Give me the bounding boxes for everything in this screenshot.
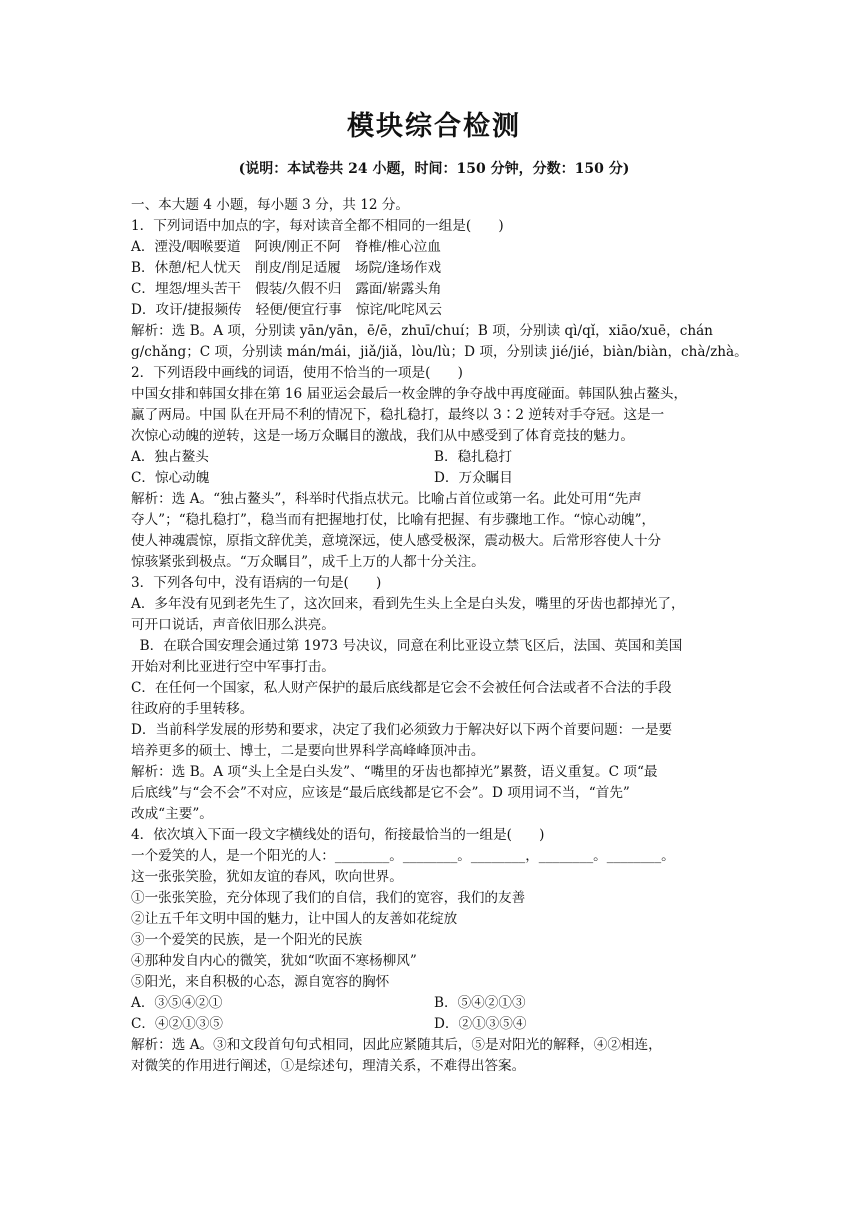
question-1-analysis: 解析：选 B。A 项，分别读 yān/yān，ē/ē，zhuī/chuí；B 项，分别读 qì/qǐ，xiāo/xuē，chán (131, 323, 713, 339)
option-d: D．万众瞩目 (434, 470, 513, 486)
exam-note: (说明：本试卷共 24 小题，时间：150 分钟，分数：150 分) (238, 161, 630, 177)
question-1-option-d: D． 攻讦/捷报频传 轻便/便宜行事 惊诧/叱咤风云 (131, 302, 442, 318)
question-1-option-a: A． 湮没/咽喉要道 阿谀/刚正不阿 脊椎/椎心泣血 (131, 239, 441, 255)
question-3-option-a: A．多年没有见到老先生了，这次回来，看到先生头上全是白头发，嘴里的牙齿也都掉光了， (131, 596, 685, 612)
question-1-stem: 1．下列词语中加点的字，每对读音全都不相同的一组是( ) (131, 218, 504, 234)
question-2-analysis: 解析：选 A。“独占鳌头”，科举时代指点状元。比喻占首位或第一名。此处可用“先声 (131, 491, 642, 507)
option-c: C．惊心动魄 (131, 470, 210, 486)
question-3-option-c: C．在任何一个国家，私人财产保护的最后底线都是它会不会被任何合法或者不合法的手段 (131, 680, 672, 696)
question-3-option-a: 可开口说话，声音依旧那么洪亮。 (131, 617, 335, 633)
question-4-item: ②让五千年文明中国的魅力，让中国人的友善如花绽放 (131, 911, 458, 927)
question-4-item: ③一个爱笑的民族，是一个阳光的民族 (131, 932, 363, 948)
question-2-passage: 中国女排和韩国女排在第 16 届亚运会最后一枚金牌的争夺战中再度碰面。韩国队独占鳌头， (131, 386, 688, 402)
question-2-analysis: 使人神魂震惊，原指文辞优美，意境深远，使人感受极深，震动极大。后常形容使人十分 (131, 533, 662, 549)
option-c: C．④②①③⑤ (131, 1016, 223, 1032)
question-4-options-row (131, 993, 737, 1014)
question-2-analysis: 惊骇紧张到极点。“万众瞩目”，成千上万的人都十分关注。 (131, 554, 485, 570)
question-1-analysis: g/chǎng；C 项，分别读 mán/mái，jiǎ/jiǎ，lòu/lù；D 项，分别读 jié/jié，biàn/biàn，chà/zhà。 (131, 344, 748, 360)
question-2-analysis: 夺人”；“稳扎稳打”，稳当而有把握地打仗，比喻有把握、有步骤地工作。“惊心动魄”， (131, 512, 656, 528)
question-4-analysis: 解析：选 A。③和文段首句句式相同，因此应紧随其后，⑤是对阳光的解释，④②相连， (131, 1037, 662, 1053)
question-4-item: ⑤阳光，来自积极的心态，源自宽容的胸怀 (131, 974, 390, 990)
question-3-stem: 3．下列各句中，没有语病的一句是( ) (131, 575, 382, 591)
option-b: B．稳扎稳打 (434, 449, 512, 465)
question-3-analysis: 后底线”与“会不会”不对应，应该是“最后底线都是它不会”。D 项用词不当，“首先” (131, 785, 630, 801)
question-1-option-b: B． 休憩/杞人忧天 削皮/削足适履 场院/逢场作戏 (131, 260, 442, 276)
option-d: D．②①③⑤④ (434, 1016, 527, 1032)
option-a: A．③⑤④②① (131, 995, 223, 1011)
section-heading: 一、本大题 4 小题，每小题 3 分，共 12 分。 (131, 197, 410, 213)
question-4-analysis: 对微笑的作用进行阐述，①是综述句，理清关系，不难得出答案。 (131, 1058, 526, 1074)
question-2-passage: 赢了两局。中国 队在开局不利的情况下，稳扎稳打，最终以 3∶2 逆转对手夺冠。这是一 (131, 407, 665, 423)
question-4-passage: 一个爱笑的人，是一个阳光的人：________。________。________，________。________。 (131, 848, 675, 864)
question-4-item: ④那种发自内心的微笑，犹如“吹面不寒杨柳风” (131, 953, 417, 969)
question-2-options-row (131, 447, 737, 468)
question-3-analysis: 改成“主要”。 (131, 806, 213, 822)
question-3-option-c: 往政府的手里转移。 (131, 701, 254, 717)
document-body (131, 195, 748, 1077)
question-4-passage: 这一张张笑脸，犹如友谊的春风，吹向世界。 (131, 869, 403, 885)
question-2-passage: 次惊心动魄的逆转，这是一场万众瞩目的激战，我们从中感受到了体育竞技的魅力。 (131, 428, 634, 444)
question-4-item: ①一张张笑脸，充分体现了我们的自信，我们的宽容，我们的友善 (131, 890, 526, 906)
question-4-options-row (131, 1014, 737, 1035)
option-a: A．独占鳌头 (131, 449, 209, 465)
page-title: 模块综合检测 (347, 111, 521, 142)
question-2-options-row (131, 468, 737, 489)
question-1-option-c: C． 埋怨/埋头苦干 假装/久假不归 露面/崭露头角 (131, 281, 442, 297)
question-2-stem: 2．下列语段中画线的词语，使用不恰当的一项是( ) (131, 365, 463, 381)
question-3-option-d: D．当前科学发展的形势和要求，决定了我们必须致力于解决好以下两个首要问题：一是要 (131, 722, 673, 738)
question-3-analysis: 解析：选 B。A 项“头上全是白头发”、“嘴里的牙齿也都掉光”累赘，语义重复。C 项“最 (131, 764, 658, 780)
question-3-option-d: 培养更多的硕士、博士，二是要向世界科学高峰峰顶冲击。 (131, 743, 485, 759)
question-3-option-b: 开始对利比亚进行空中军事打击。 (131, 659, 335, 675)
question-4-stem: 4．依次填入下面一段文字横线处的语句，衔接最恰当的一组是( ) (131, 827, 545, 843)
question-3-option-b: B．在联合国安理会通过第 1973 号决议，同意在利比亚设立禁飞区后，法国、英国和美国 (131, 638, 683, 654)
option-b: B．⑤④②①③ (434, 995, 526, 1011)
